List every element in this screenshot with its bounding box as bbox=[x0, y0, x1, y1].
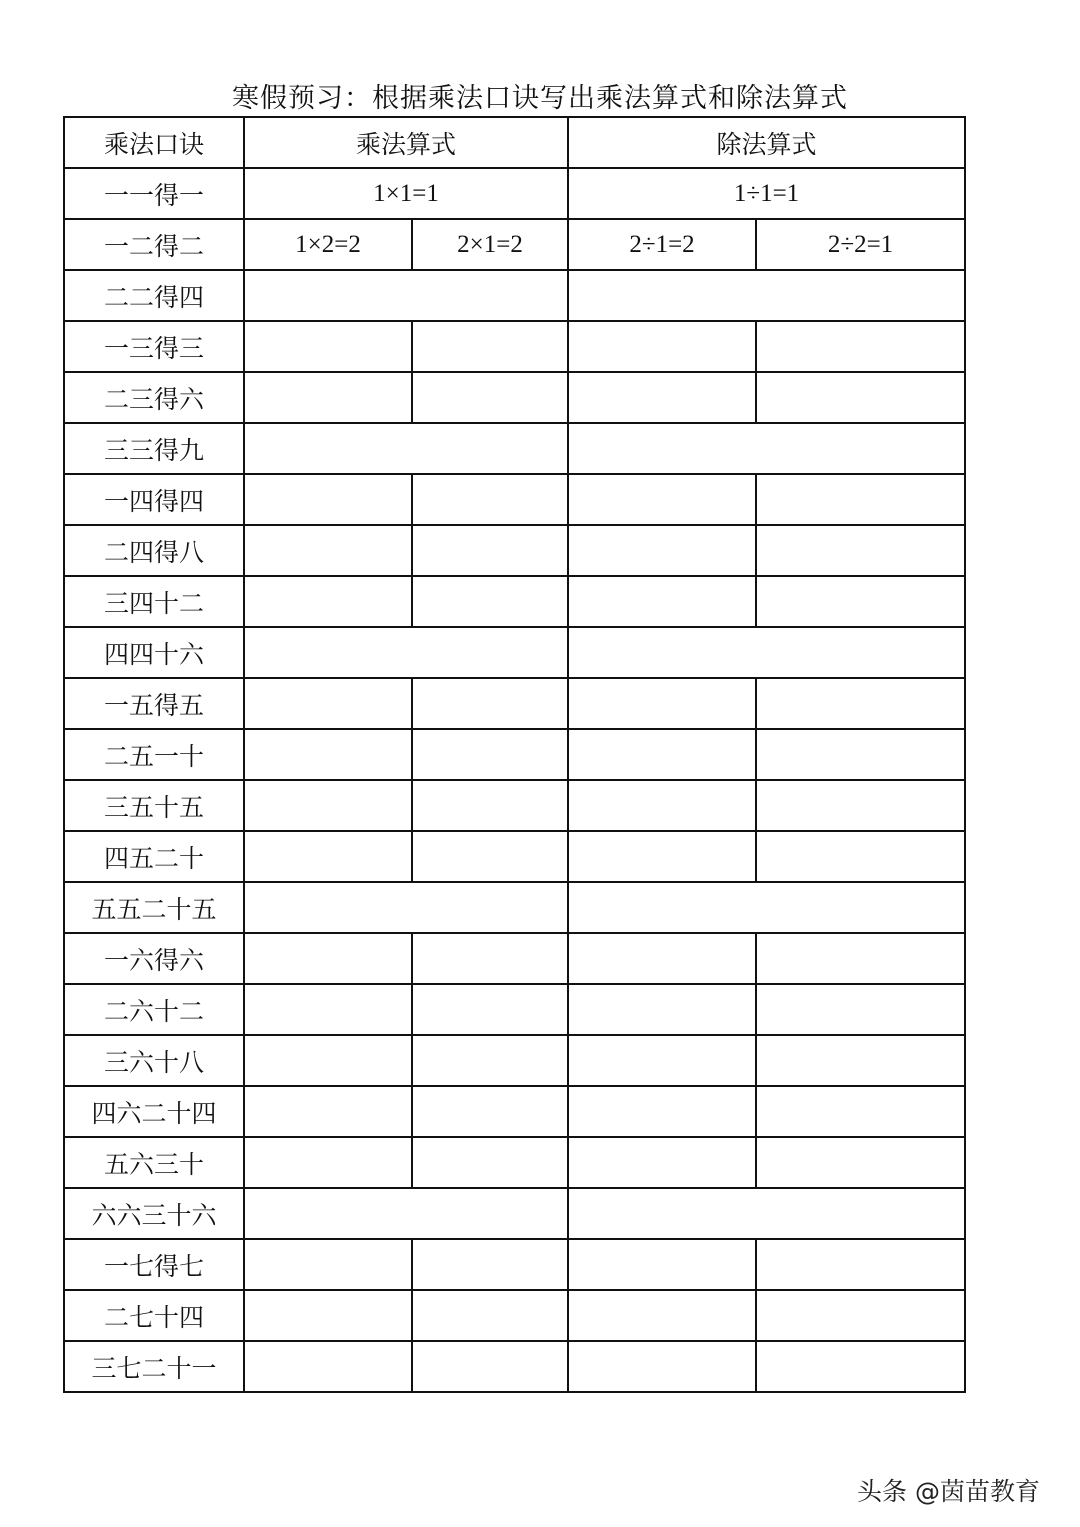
multiplication-cell: 1×2=2 bbox=[244, 219, 412, 270]
rhyme-cell: 三五十五 bbox=[64, 780, 244, 831]
division-cell bbox=[756, 372, 965, 423]
division-cell bbox=[756, 321, 965, 372]
rhyme-cell: 三七二十一 bbox=[64, 1341, 244, 1392]
division-cell bbox=[756, 933, 965, 984]
multiplication-cell bbox=[412, 525, 568, 576]
table-row bbox=[64, 882, 965, 933]
multiplication-cell bbox=[244, 525, 412, 576]
division-cell bbox=[756, 780, 965, 831]
table-row bbox=[64, 576, 965, 627]
multiplication-cell bbox=[244, 1341, 412, 1392]
rhyme-cell: 三四十二 bbox=[64, 576, 244, 627]
table-row bbox=[64, 1188, 965, 1239]
multiplication-cell bbox=[244, 678, 412, 729]
division-cell bbox=[756, 729, 965, 780]
table-row bbox=[64, 729, 965, 780]
multiplication-cell bbox=[244, 831, 412, 882]
table-row bbox=[64, 1137, 965, 1188]
rhyme-cell: 二七十四 bbox=[64, 1290, 244, 1341]
rhyme-cell: 四四十六 bbox=[64, 627, 244, 678]
table-row bbox=[64, 1086, 965, 1137]
multiplication-cell bbox=[412, 321, 568, 372]
multiplication-cell bbox=[244, 627, 568, 678]
division-cell bbox=[756, 1290, 965, 1341]
multiplication-cell bbox=[244, 1239, 412, 1290]
rhyme-cell: 五五二十五 bbox=[64, 882, 244, 933]
multiplication-cell: 2×1=2 bbox=[412, 219, 568, 270]
multiplication-cell bbox=[244, 882, 568, 933]
division-cell bbox=[568, 423, 965, 474]
table-row bbox=[64, 627, 965, 678]
rhyme-cell: 二五一十 bbox=[64, 729, 244, 780]
rhyme-cell: 一一得一 bbox=[64, 168, 244, 219]
division-cell bbox=[568, 1086, 756, 1137]
rhyme-cell: 四六二十四 bbox=[64, 1086, 244, 1137]
division-cell: 2÷2=1 bbox=[756, 219, 965, 270]
division-cell bbox=[568, 1137, 756, 1188]
multiplication-cell bbox=[412, 831, 568, 882]
multiplication-cell bbox=[244, 321, 412, 372]
table-row bbox=[64, 678, 965, 729]
division-cell bbox=[568, 1035, 756, 1086]
division-cell bbox=[568, 321, 756, 372]
division-cell bbox=[756, 576, 965, 627]
multiplication-cell bbox=[244, 780, 412, 831]
division-cell bbox=[756, 1239, 965, 1290]
division-cell bbox=[756, 831, 965, 882]
division-cell bbox=[568, 270, 965, 321]
division-cell bbox=[568, 525, 756, 576]
header-row bbox=[64, 117, 965, 168]
division-cell bbox=[568, 882, 965, 933]
multiplication-cell bbox=[412, 1137, 568, 1188]
table-row bbox=[64, 780, 965, 831]
multiplication-cell bbox=[412, 1035, 568, 1086]
multiplication-cell bbox=[244, 984, 412, 1035]
rhyme-cell: 一二得二 bbox=[64, 219, 244, 270]
multiplication-cell bbox=[412, 1239, 568, 1290]
watermark: 头条 @茵苗教育 bbox=[857, 1477, 1040, 1506]
multiplication-cell bbox=[244, 1188, 568, 1239]
rhyme-cell: 一六得六 bbox=[64, 933, 244, 984]
table-row bbox=[64, 219, 965, 270]
division-cell bbox=[568, 729, 756, 780]
multiplication-cell bbox=[244, 576, 412, 627]
rhyme-cell: 三六十八 bbox=[64, 1035, 244, 1086]
multiplication-cell bbox=[244, 729, 412, 780]
rhyme-cell: 一三得三 bbox=[64, 321, 244, 372]
division-cell: 1÷1=1 bbox=[568, 168, 965, 219]
multiplication-cell: 1×1=1 bbox=[244, 168, 568, 219]
division-cell bbox=[568, 984, 756, 1035]
division-cell bbox=[568, 780, 756, 831]
multiplication-cell bbox=[412, 780, 568, 831]
multiplication-cell bbox=[244, 372, 412, 423]
multiplication-cell bbox=[412, 678, 568, 729]
table-row bbox=[64, 831, 965, 882]
table-row bbox=[64, 525, 965, 576]
rhyme-cell: 一五得五 bbox=[64, 678, 244, 729]
division-cell bbox=[756, 1137, 965, 1188]
multiplication-cell bbox=[244, 270, 568, 321]
table-row bbox=[64, 321, 965, 372]
division-cell bbox=[568, 1341, 756, 1392]
table-row bbox=[64, 933, 965, 984]
table-row bbox=[64, 1290, 965, 1341]
multiplication-cell bbox=[244, 1035, 412, 1086]
multiplication-cell bbox=[412, 576, 568, 627]
multiplication-cell bbox=[244, 474, 412, 525]
multiplication-cell bbox=[244, 1137, 412, 1188]
rhyme-cell: 六六三十六 bbox=[64, 1188, 244, 1239]
division-cell bbox=[568, 576, 756, 627]
division-cell bbox=[568, 627, 965, 678]
multiplication-cell bbox=[412, 1290, 568, 1341]
rhyme-cell: 二二得四 bbox=[64, 270, 244, 321]
rhyme-cell: 二四得八 bbox=[64, 525, 244, 576]
division-cell bbox=[756, 1341, 965, 1392]
header-rhyme: 乘法口诀 bbox=[64, 117, 244, 168]
header-division: 除法算式 bbox=[568, 117, 965, 168]
multiplication-cell bbox=[412, 984, 568, 1035]
division-cell bbox=[568, 1290, 756, 1341]
multiplication-cell bbox=[244, 423, 568, 474]
division-cell bbox=[568, 933, 756, 984]
worksheet-title: 寒假预习：根据乘法口诀写出乘法算式和除法算式 bbox=[232, 83, 848, 114]
table-row bbox=[64, 372, 965, 423]
division-cell bbox=[568, 372, 756, 423]
table-row bbox=[64, 1341, 965, 1392]
multiplication-cell bbox=[244, 933, 412, 984]
division-cell bbox=[568, 678, 756, 729]
multiplication-cell bbox=[412, 729, 568, 780]
header-multiplication: 乘法算式 bbox=[244, 117, 568, 168]
multiplication-cell bbox=[244, 1086, 412, 1137]
multiplication-table bbox=[63, 116, 966, 1393]
division-cell bbox=[756, 525, 965, 576]
table-row bbox=[64, 1239, 965, 1290]
division-cell bbox=[568, 1188, 965, 1239]
division-cell bbox=[568, 474, 756, 525]
rhyme-cell: 四五二十 bbox=[64, 831, 244, 882]
multiplication-cell bbox=[412, 933, 568, 984]
division-cell bbox=[568, 831, 756, 882]
rhyme-cell: 二三得六 bbox=[64, 372, 244, 423]
division-cell: 2÷1=2 bbox=[568, 219, 756, 270]
rhyme-cell: 五六三十 bbox=[64, 1137, 244, 1188]
rhyme-cell: 一七得七 bbox=[64, 1239, 244, 1290]
table-row bbox=[64, 270, 965, 321]
table-row bbox=[64, 423, 965, 474]
rhyme-cell: 三三得九 bbox=[64, 423, 244, 474]
table-row bbox=[64, 1035, 965, 1086]
multiplication-cell bbox=[412, 474, 568, 525]
division-cell bbox=[568, 1239, 756, 1290]
table-row bbox=[64, 474, 965, 525]
multiplication-cell bbox=[244, 1290, 412, 1341]
division-cell bbox=[756, 1086, 965, 1137]
table-row bbox=[64, 984, 965, 1035]
division-cell bbox=[756, 1035, 965, 1086]
rhyme-cell: 二六十二 bbox=[64, 984, 244, 1035]
multiplication-cell bbox=[412, 372, 568, 423]
division-cell bbox=[756, 678, 965, 729]
multiplication-cell bbox=[412, 1086, 568, 1137]
rhyme-cell: 一四得四 bbox=[64, 474, 244, 525]
multiplication-cell bbox=[412, 1341, 568, 1392]
division-cell bbox=[756, 984, 965, 1035]
table-row bbox=[64, 168, 965, 219]
division-cell bbox=[756, 474, 965, 525]
